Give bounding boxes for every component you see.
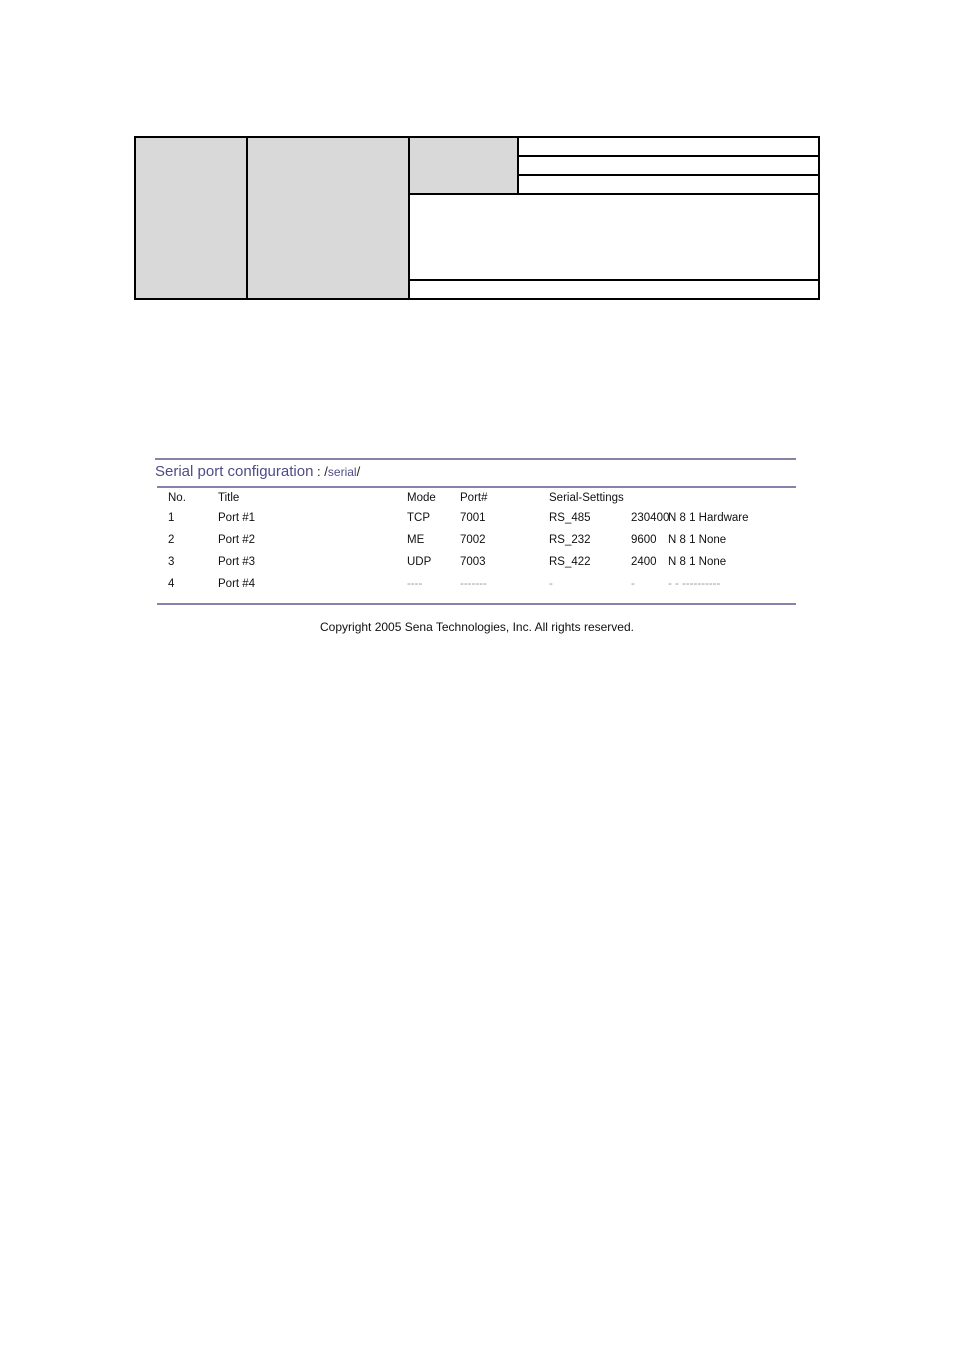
breadcrumb-slash: /	[356, 464, 361, 479]
header-grid-divider	[410, 279, 818, 281]
port-title-link[interactable]: Port #2	[218, 534, 256, 546]
port-data-format: N 8 1 Hardware	[668, 512, 749, 524]
port-tcp-number: 7001	[460, 512, 486, 524]
header-grid-cell-2	[248, 138, 410, 298]
serial-port-table	[155, 492, 797, 600]
port-number: 2	[168, 534, 175, 546]
column-header-no: No.	[168, 492, 186, 504]
page-title	[155, 463, 360, 481]
page-title-text: Serial port configuration	[155, 463, 314, 480]
copyright-notice: Copyright 2005 Sena Technologies, Inc. All rights reserved.	[320, 620, 634, 634]
port-baud-rate: -	[631, 578, 635, 590]
breadcrumb-slash: /	[324, 464, 328, 479]
port-mode: UDP	[407, 556, 432, 568]
breadcrumb-path: serial	[327, 465, 357, 479]
port-baud-rate: 2400	[631, 556, 657, 568]
port-number: 3	[168, 556, 175, 568]
panel-divider-top	[155, 458, 796, 460]
port-title-link[interactable]: Port #3	[218, 556, 256, 568]
table-row[interactable]	[155, 578, 797, 600]
table-row[interactable]	[155, 512, 797, 534]
header-grid-cell-3	[410, 138, 519, 195]
header-grid-divider	[410, 193, 818, 195]
panel-divider-bottom	[157, 603, 796, 605]
title-separator: :	[313, 464, 325, 479]
table-row[interactable]	[155, 534, 797, 556]
port-number: 1	[168, 512, 175, 524]
header-grid	[134, 136, 820, 300]
port-interface: RS_485	[549, 512, 591, 524]
port-tcp-number: 7002	[460, 534, 486, 546]
column-header-mode: Mode	[407, 492, 436, 504]
table-header-row	[155, 492, 797, 512]
port-number: 4	[168, 578, 175, 590]
port-interface: -	[549, 578, 553, 590]
port-title-link[interactable]: Port #4	[218, 578, 256, 590]
port-data-format: - - ----------	[668, 578, 721, 590]
header-grid-divider	[519, 174, 818, 176]
column-header-port: Port#	[460, 492, 488, 504]
port-mode: ME	[407, 534, 425, 546]
column-header-serial-settings: Serial-Settings	[549, 492, 624, 504]
panel-divider-middle	[157, 486, 796, 488]
port-interface: RS_232	[549, 534, 591, 546]
port-data-format: N 8 1 None	[668, 556, 727, 568]
port-data-format: N 8 1 None	[668, 534, 727, 546]
port-mode: ----	[407, 578, 423, 590]
port-tcp-number: 7003	[460, 556, 486, 568]
port-interface: RS_422	[549, 556, 591, 568]
port-tcp-number: -------	[460, 578, 487, 590]
port-title-link[interactable]: Port #1	[218, 512, 256, 524]
port-mode: TCP	[407, 512, 430, 524]
column-header-title: Title	[218, 492, 240, 504]
port-baud-rate: 230400	[631, 512, 670, 524]
header-grid-cell-1	[136, 138, 248, 298]
table-row[interactable]	[155, 556, 797, 578]
port-baud-rate: 9600	[631, 534, 657, 546]
header-grid-divider	[519, 155, 818, 157]
